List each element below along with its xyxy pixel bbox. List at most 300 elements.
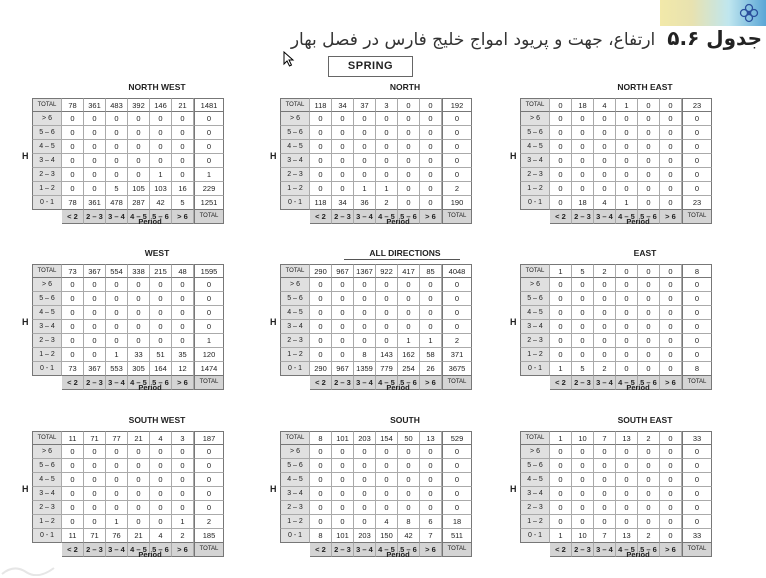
count-cell: 0 bbox=[62, 473, 84, 487]
height-class-label: TOTAL bbox=[32, 431, 62, 445]
height-class-label: 5 – 6 bbox=[280, 126, 310, 140]
height-row bbox=[520, 182, 712, 196]
count-cell: 0 bbox=[376, 168, 398, 182]
height-row bbox=[32, 362, 224, 376]
height-row bbox=[280, 362, 472, 376]
count-cell: 0 bbox=[172, 278, 194, 292]
direction-table-panel bbox=[270, 82, 510, 232]
row-total-cell: 0 bbox=[194, 445, 224, 459]
count-cell: 0 bbox=[550, 168, 572, 182]
count-cell: 0 bbox=[420, 473, 442, 487]
count-cell: 254 bbox=[398, 362, 420, 376]
period-class-label: TOTAL bbox=[442, 376, 472, 390]
count-cell: 0 bbox=[616, 334, 638, 348]
count-cell: 0 bbox=[354, 501, 376, 515]
height-row bbox=[520, 320, 712, 334]
count-cell: 0 bbox=[594, 334, 616, 348]
height-row bbox=[280, 182, 472, 196]
height-class-label: 0 - 1 bbox=[520, 529, 550, 543]
count-cell: 0 bbox=[616, 292, 638, 306]
count-cell: 0 bbox=[550, 292, 572, 306]
height-row bbox=[280, 196, 472, 210]
height-class-label: 4 – 5 bbox=[520, 306, 550, 320]
height-row bbox=[32, 320, 224, 334]
row-total-cell: 23 bbox=[682, 98, 712, 112]
count-cell: 0 bbox=[638, 487, 660, 501]
row-total-cell: 511 bbox=[442, 529, 472, 543]
period-class-label: > 6 bbox=[660, 543, 682, 557]
count-cell: 78 bbox=[62, 98, 84, 112]
height-class-label: 4 – 5 bbox=[520, 473, 550, 487]
count-cell: 0 bbox=[84, 182, 106, 196]
count-cell: 0 bbox=[62, 445, 84, 459]
count-cell: 0 bbox=[660, 182, 682, 196]
count-cell: 0 bbox=[616, 501, 638, 515]
count-cell: 58 bbox=[420, 348, 442, 362]
count-cell: 0 bbox=[420, 154, 442, 168]
count-cell: 0 bbox=[638, 292, 660, 306]
direction-table-panel bbox=[510, 248, 750, 398]
count-cell: 0 bbox=[420, 126, 442, 140]
period-class-label: > 6 bbox=[660, 376, 682, 390]
count-cell: 554 bbox=[106, 264, 128, 278]
count-cell: 4 bbox=[594, 196, 616, 210]
height-row bbox=[280, 501, 472, 515]
height-axis-label: H bbox=[510, 151, 517, 161]
count-cell: 0 bbox=[62, 292, 84, 306]
count-cell: 0 bbox=[84, 501, 106, 515]
height-row bbox=[32, 501, 224, 515]
height-class-label: 0 - 1 bbox=[520, 196, 550, 210]
height-row bbox=[280, 459, 472, 473]
count-cell: 203 bbox=[354, 529, 376, 543]
count-cell: 287 bbox=[128, 196, 150, 210]
row-total-cell: 529 bbox=[442, 431, 472, 445]
height-class-label: 5 – 6 bbox=[32, 292, 62, 306]
height-class-label: 1 – 2 bbox=[520, 515, 550, 529]
count-cell: 392 bbox=[128, 98, 150, 112]
blank-corner bbox=[520, 543, 550, 557]
count-cell: 0 bbox=[616, 126, 638, 140]
period-axis-label: Period bbox=[138, 217, 162, 226]
count-cell: 0 bbox=[376, 154, 398, 168]
height-row bbox=[32, 334, 224, 348]
row-total-cell: 0 bbox=[682, 459, 712, 473]
period-class-label: 2 – 3 bbox=[572, 543, 594, 557]
row-total-cell: 0 bbox=[194, 306, 224, 320]
count-cell: 0 bbox=[310, 348, 332, 362]
count-cell: 0 bbox=[660, 334, 682, 348]
period-class-label: 4 – 5 bbox=[128, 210, 150, 224]
period-class-label: 5 – 6 bbox=[398, 376, 420, 390]
period-class-label: < 2 bbox=[550, 210, 572, 224]
blank-corner bbox=[32, 543, 62, 557]
count-cell: 0 bbox=[62, 140, 84, 154]
count-cell: 0 bbox=[572, 154, 594, 168]
height-row bbox=[32, 292, 224, 306]
direction-table-panel bbox=[22, 248, 262, 398]
count-cell: 0 bbox=[310, 306, 332, 320]
period-class-label: 5 – 6 bbox=[150, 543, 172, 557]
count-cell: 0 bbox=[332, 320, 354, 334]
count-cell: 0 bbox=[62, 278, 84, 292]
count-cell: 0 bbox=[84, 320, 106, 334]
count-cell: 0 bbox=[84, 154, 106, 168]
height-class-label: 4 – 5 bbox=[32, 306, 62, 320]
count-cell: 0 bbox=[550, 98, 572, 112]
faded-decoration bbox=[0, 560, 60, 576]
row-total-cell: 2 bbox=[442, 182, 472, 196]
wave-data-table bbox=[280, 264, 472, 390]
count-cell: 0 bbox=[84, 473, 106, 487]
height-class-label: 3 – 4 bbox=[280, 320, 310, 334]
row-total-cell: 0 bbox=[194, 140, 224, 154]
row-total-cell: 0 bbox=[442, 126, 472, 140]
row-total-cell: 0 bbox=[442, 292, 472, 306]
count-cell: 1 bbox=[376, 182, 398, 196]
row-total-cell: 0 bbox=[682, 320, 712, 334]
count-cell: 0 bbox=[310, 278, 332, 292]
count-cell: 0 bbox=[616, 348, 638, 362]
wave-data-table bbox=[32, 431, 224, 557]
count-cell: 0 bbox=[550, 126, 572, 140]
period-axis-label: Period bbox=[386, 383, 410, 392]
count-cell: 0 bbox=[172, 154, 194, 168]
row-total-cell: 229 bbox=[194, 182, 224, 196]
blank-corner bbox=[32, 376, 62, 390]
period-axis-label: Period bbox=[138, 550, 162, 559]
height-class-label: 5 – 6 bbox=[280, 292, 310, 306]
count-cell: 0 bbox=[638, 196, 660, 210]
count-cell: 101 bbox=[332, 431, 354, 445]
count-cell: 0 bbox=[128, 126, 150, 140]
count-cell: 0 bbox=[84, 515, 106, 529]
count-cell: 73 bbox=[62, 362, 84, 376]
count-cell: 0 bbox=[128, 154, 150, 168]
count-cell: 13 bbox=[420, 431, 442, 445]
count-cell: 48 bbox=[172, 264, 194, 278]
count-cell: 361 bbox=[84, 98, 106, 112]
blank-corner bbox=[32, 210, 62, 224]
count-cell: 0 bbox=[660, 445, 682, 459]
count-cell: 0 bbox=[594, 168, 616, 182]
height-class-label: TOTAL bbox=[32, 264, 62, 278]
count-cell: 0 bbox=[84, 306, 106, 320]
height-row bbox=[280, 126, 472, 140]
count-cell: 0 bbox=[572, 140, 594, 154]
count-cell: 0 bbox=[310, 182, 332, 196]
row-total-cell: 2 bbox=[442, 334, 472, 348]
period-class-label: TOTAL bbox=[442, 543, 472, 557]
row-total-cell: 0 bbox=[682, 445, 712, 459]
height-row bbox=[280, 487, 472, 501]
row-total-cell: 4048 bbox=[442, 264, 472, 278]
count-cell: 18 bbox=[572, 98, 594, 112]
direction-title: ALL DIRECTIONS bbox=[369, 248, 441, 258]
count-cell: 0 bbox=[128, 515, 150, 529]
count-cell: 0 bbox=[638, 320, 660, 334]
count-cell: 0 bbox=[354, 306, 376, 320]
height-class-label: 3 – 4 bbox=[520, 320, 550, 334]
count-cell: 0 bbox=[550, 196, 572, 210]
count-cell: 0 bbox=[572, 168, 594, 182]
count-cell: 0 bbox=[572, 182, 594, 196]
count-cell: 2 bbox=[638, 431, 660, 445]
direction-title: SOUTH WEST bbox=[128, 415, 186, 425]
count-cell: 0 bbox=[398, 168, 420, 182]
count-cell: 0 bbox=[310, 126, 332, 140]
height-row bbox=[280, 154, 472, 168]
count-cell: 0 bbox=[310, 445, 332, 459]
count-cell: 0 bbox=[572, 348, 594, 362]
direction-title: SOUTH bbox=[390, 415, 420, 425]
count-cell: 0 bbox=[62, 459, 84, 473]
direction-table-panel bbox=[22, 82, 262, 232]
count-cell: 0 bbox=[84, 459, 106, 473]
count-cell: 0 bbox=[106, 501, 128, 515]
period-class-label: > 6 bbox=[420, 376, 442, 390]
count-cell: 150 bbox=[376, 529, 398, 543]
count-cell: 0 bbox=[398, 487, 420, 501]
row-total-cell: 0 bbox=[442, 445, 472, 459]
direction-table-panel bbox=[510, 82, 750, 232]
period-class-label: 2 – 3 bbox=[572, 376, 594, 390]
count-cell: 0 bbox=[106, 140, 128, 154]
count-cell: 0 bbox=[84, 126, 106, 140]
row-total-cell: 185 bbox=[194, 529, 224, 543]
direction-table-panel bbox=[510, 415, 750, 565]
count-cell: 0 bbox=[128, 168, 150, 182]
height-class-label: 2 – 3 bbox=[32, 334, 62, 348]
count-cell: 0 bbox=[172, 320, 194, 334]
count-cell: 478 bbox=[106, 196, 128, 210]
count-cell: 1 bbox=[106, 515, 128, 529]
height-row bbox=[280, 334, 472, 348]
period-class-label: 5 – 6 bbox=[150, 210, 172, 224]
count-cell: 0 bbox=[376, 334, 398, 348]
height-row bbox=[32, 140, 224, 154]
blank-corner bbox=[520, 376, 550, 390]
count-cell: 0 bbox=[638, 334, 660, 348]
count-cell: 0 bbox=[660, 264, 682, 278]
count-cell: 0 bbox=[550, 473, 572, 487]
row-total-cell: 3675 bbox=[442, 362, 472, 376]
count-cell: 0 bbox=[128, 320, 150, 334]
count-cell: 0 bbox=[376, 459, 398, 473]
count-cell: 71 bbox=[84, 431, 106, 445]
count-cell: 42 bbox=[398, 529, 420, 543]
blank-corner bbox=[520, 210, 550, 224]
row-total-cell: 0 bbox=[682, 140, 712, 154]
count-cell: 76 bbox=[106, 529, 128, 543]
count-cell: 0 bbox=[550, 334, 572, 348]
count-cell: 0 bbox=[638, 278, 660, 292]
row-total-cell: 0 bbox=[194, 154, 224, 168]
count-cell: 0 bbox=[354, 278, 376, 292]
row-total-cell: 1 bbox=[194, 168, 224, 182]
count-cell: 553 bbox=[106, 362, 128, 376]
page-title bbox=[0, 26, 762, 56]
count-cell: 0 bbox=[376, 306, 398, 320]
period-class-label: 4 – 5 bbox=[616, 376, 638, 390]
count-cell: 0 bbox=[62, 348, 84, 362]
count-cell: 0 bbox=[172, 168, 194, 182]
count-cell: 0 bbox=[332, 348, 354, 362]
count-cell: 7 bbox=[594, 529, 616, 543]
count-cell: 0 bbox=[354, 473, 376, 487]
count-cell: 143 bbox=[376, 348, 398, 362]
count-cell: 0 bbox=[660, 196, 682, 210]
row-total-cell: 8 bbox=[682, 264, 712, 278]
height-row bbox=[280, 515, 472, 529]
count-cell: 0 bbox=[84, 112, 106, 126]
height-class-label: 1 – 2 bbox=[520, 182, 550, 196]
count-cell: 0 bbox=[420, 278, 442, 292]
height-row bbox=[520, 112, 712, 126]
period-class-label: 3 – 4 bbox=[106, 543, 128, 557]
count-cell: 0 bbox=[398, 154, 420, 168]
count-cell: 0 bbox=[660, 515, 682, 529]
row-total-cell: 2 bbox=[194, 515, 224, 529]
count-cell: 1 bbox=[550, 529, 572, 543]
count-cell: 0 bbox=[354, 445, 376, 459]
row-total-cell: 0 bbox=[194, 292, 224, 306]
count-cell: 0 bbox=[398, 98, 420, 112]
count-cell: 1 bbox=[616, 196, 638, 210]
height-class-label: 0 - 1 bbox=[32, 362, 62, 376]
total-row bbox=[32, 431, 224, 445]
count-cell: 4 bbox=[376, 515, 398, 529]
count-cell: 0 bbox=[638, 515, 660, 529]
count-cell: 11 bbox=[62, 529, 84, 543]
count-cell: 0 bbox=[398, 306, 420, 320]
direction-title: NORTH EAST bbox=[617, 82, 673, 92]
height-class-label: > 6 bbox=[520, 278, 550, 292]
height-row bbox=[32, 182, 224, 196]
row-total-cell: 0 bbox=[442, 140, 472, 154]
count-cell: 0 bbox=[128, 445, 150, 459]
row-total-cell: 0 bbox=[442, 320, 472, 334]
count-cell: 0 bbox=[398, 126, 420, 140]
count-cell: 0 bbox=[660, 501, 682, 515]
height-row bbox=[32, 168, 224, 182]
count-cell: 164 bbox=[150, 362, 172, 376]
period-class-label: > 6 bbox=[660, 210, 682, 224]
count-cell: 0 bbox=[128, 278, 150, 292]
height-row bbox=[32, 112, 224, 126]
count-cell: 361 bbox=[84, 196, 106, 210]
count-cell: 0 bbox=[420, 487, 442, 501]
count-cell: 0 bbox=[638, 445, 660, 459]
count-cell: 0 bbox=[550, 320, 572, 334]
period-class-label: 2 – 3 bbox=[332, 210, 354, 224]
count-cell: 0 bbox=[84, 348, 106, 362]
mouse-pointer-icon bbox=[283, 51, 295, 67]
height-class-label: 5 – 6 bbox=[520, 292, 550, 306]
height-class-label: > 6 bbox=[280, 445, 310, 459]
count-cell: 8 bbox=[354, 348, 376, 362]
height-class-label: TOTAL bbox=[280, 264, 310, 278]
total-row bbox=[280, 431, 472, 445]
count-cell: 290 bbox=[310, 362, 332, 376]
height-class-label: 3 – 4 bbox=[280, 487, 310, 501]
height-class-label: 2 – 3 bbox=[280, 334, 310, 348]
row-total-cell: 187 bbox=[194, 431, 224, 445]
count-cell: 0 bbox=[572, 487, 594, 501]
count-cell: 0 bbox=[150, 278, 172, 292]
count-cell: 6 bbox=[420, 515, 442, 529]
row-total-cell: 0 bbox=[682, 515, 712, 529]
count-cell: 0 bbox=[310, 515, 332, 529]
count-cell: 0 bbox=[594, 140, 616, 154]
count-cell: 5 bbox=[106, 182, 128, 196]
count-cell: 13 bbox=[616, 431, 638, 445]
height-class-label: TOTAL bbox=[520, 431, 550, 445]
height-class-label: 0 - 1 bbox=[520, 362, 550, 376]
count-cell: 2 bbox=[376, 196, 398, 210]
period-class-label: 5 – 6 bbox=[150, 376, 172, 390]
height-row bbox=[32, 306, 224, 320]
count-cell: 0 bbox=[550, 459, 572, 473]
count-cell: 0 bbox=[332, 306, 354, 320]
count-cell: 0 bbox=[616, 473, 638, 487]
height-class-label: 3 – 4 bbox=[32, 320, 62, 334]
wave-data-table bbox=[32, 264, 224, 390]
count-cell: 0 bbox=[572, 126, 594, 140]
count-cell: 0 bbox=[594, 154, 616, 168]
count-cell: 0 bbox=[616, 445, 638, 459]
count-cell: 0 bbox=[332, 334, 354, 348]
count-cell: 0 bbox=[594, 501, 616, 515]
height-row bbox=[520, 334, 712, 348]
height-class-label: 2 – 3 bbox=[280, 168, 310, 182]
height-class-label: 5 – 6 bbox=[280, 459, 310, 473]
row-total-cell: 0 bbox=[442, 168, 472, 182]
period-class-label: 4 – 5 bbox=[376, 210, 398, 224]
height-row bbox=[280, 306, 472, 320]
height-axis-label: H bbox=[22, 317, 29, 327]
period-class-label: 2 – 3 bbox=[84, 543, 106, 557]
count-cell: 0 bbox=[172, 140, 194, 154]
direction-title: WEST bbox=[144, 248, 170, 258]
count-cell: 0 bbox=[62, 154, 84, 168]
count-cell: 0 bbox=[172, 306, 194, 320]
height-class-label: 1 – 2 bbox=[280, 182, 310, 196]
count-cell: 0 bbox=[354, 154, 376, 168]
period-class-label: 3 – 4 bbox=[106, 210, 128, 224]
count-cell: 0 bbox=[420, 140, 442, 154]
wave-data-table bbox=[520, 98, 712, 224]
count-cell: 0 bbox=[550, 278, 572, 292]
height-row bbox=[520, 292, 712, 306]
height-row bbox=[520, 278, 712, 292]
period-class-label: > 6 bbox=[172, 376, 194, 390]
count-cell: 0 bbox=[550, 112, 572, 126]
count-cell: 0 bbox=[594, 126, 616, 140]
count-cell: 0 bbox=[616, 320, 638, 334]
count-cell: 0 bbox=[62, 306, 84, 320]
count-cell: 0 bbox=[550, 154, 572, 168]
count-cell: 0 bbox=[62, 182, 84, 196]
count-cell: 0 bbox=[398, 182, 420, 196]
count-cell: 0 bbox=[550, 182, 572, 196]
row-total-cell: 1 bbox=[194, 334, 224, 348]
count-cell: 0 bbox=[150, 473, 172, 487]
count-cell: 51 bbox=[150, 348, 172, 362]
count-cell: 0 bbox=[572, 306, 594, 320]
title-underline bbox=[344, 259, 460, 260]
count-cell: 0 bbox=[638, 459, 660, 473]
